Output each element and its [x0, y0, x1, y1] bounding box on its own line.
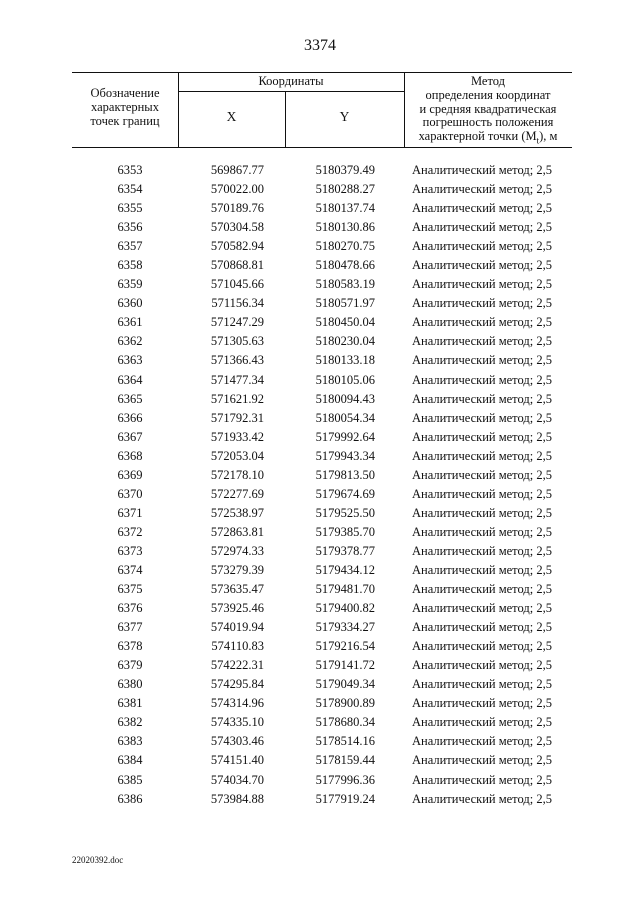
point-cell: 6359: [117, 277, 143, 292]
x-cell: 571933.42: [210, 429, 264, 444]
table-row: [72, 294, 572, 313]
x-cell: 572053.04: [210, 448, 264, 463]
point-cell: 6357: [117, 239, 143, 254]
y-cell: 5180105.06: [315, 372, 375, 387]
y-cell: 5179992.64: [315, 429, 375, 444]
y-cell: 5179434.12: [315, 562, 375, 577]
y-cell: 5180137.74: [315, 201, 375, 216]
point-cell: 6367: [117, 429, 143, 444]
x-cell: 574303.46: [210, 734, 264, 749]
method-header-line-1: Метод: [470, 74, 506, 88]
method-cell: Аналитический метод; 2,5: [412, 372, 552, 387]
x-cell: 570189.76: [210, 201, 264, 216]
table-row: [72, 675, 572, 694]
method-cell: Аналитический метод; 2,5: [412, 391, 552, 406]
x-cell: 574314.96: [210, 696, 264, 711]
table-row: [72, 656, 572, 675]
y-cell: 5180270.75: [315, 239, 375, 254]
point-cell: 6366: [117, 410, 143, 425]
method-cell: Аналитический метод; 2,5: [412, 601, 552, 616]
method-cell: Аналитический метод; 2,5: [412, 734, 552, 749]
point-cell: 6370: [117, 486, 143, 501]
table-row: [72, 542, 572, 561]
method-cell: Аналитический метод; 2,5: [412, 620, 552, 635]
y-cell: 5180288.27: [315, 182, 375, 197]
method-header-unit: ), м: [539, 129, 558, 144]
table-row: [72, 351, 572, 370]
table-row: [72, 237, 572, 256]
table-row: [72, 180, 572, 199]
y-cell: 5177919.24: [315, 791, 375, 806]
method-cell: Аналитический метод; 2,5: [412, 220, 552, 235]
x-cell: 573984.88: [210, 791, 264, 806]
method-cell: Аналитический метод; 2,5: [412, 486, 552, 501]
table-row: [72, 599, 572, 618]
x-column-header: X: [226, 109, 237, 124]
coords-group-rule: [178, 91, 404, 92]
table-row: [72, 199, 572, 218]
method-cell: Аналитический метод; 2,5: [412, 239, 552, 254]
y-cell: 5178514.16: [315, 734, 375, 749]
x-cell: 571156.34: [211, 296, 264, 311]
table-row: [72, 390, 572, 409]
table-row: [72, 618, 572, 637]
coords-group-header: Координаты: [258, 74, 324, 88]
x-cell: 572277.69: [210, 486, 264, 501]
table-row: [72, 713, 572, 732]
table-row: [72, 218, 572, 237]
method-cell: Аналитический метод; 2,5: [412, 467, 552, 482]
y-cell: 5179943.34: [315, 448, 375, 463]
point-cell: 6380: [117, 677, 143, 692]
point-cell: 6369: [117, 467, 143, 482]
point-cell: 6355: [117, 201, 143, 216]
point-cell: 6368: [117, 448, 143, 463]
y-cell: 5180230.04: [315, 334, 375, 349]
table-row: [72, 771, 572, 790]
table-row: [72, 409, 572, 428]
y-cell: 5179813.50: [315, 467, 375, 482]
method-cell: Аналитический метод; 2,5: [412, 696, 552, 711]
method-header-text: характерной точки (M: [418, 129, 537, 144]
x-cell: 571045.66: [210, 277, 264, 292]
x-cell: 573925.46: [210, 601, 264, 616]
footer-filename: 22020392.doc: [72, 855, 124, 865]
point-cell: 6358: [117, 258, 143, 273]
x-cell: 574019.94: [210, 620, 264, 635]
method-cell: Аналитический метод; 2,5: [412, 791, 552, 806]
method-cell: Аналитический метод; 2,5: [412, 182, 552, 197]
point-header-line-2: характерных: [91, 99, 159, 114]
method-cell: Аналитический метод; 2,5: [412, 448, 552, 463]
x-cell: 574222.31: [210, 658, 264, 673]
x-cell: 574151.40: [210, 753, 264, 768]
y-cell: 5179049.34: [315, 677, 375, 692]
method-cell: Аналитический метод; 2,5: [412, 524, 552, 539]
point-cell: 6385: [117, 772, 143, 787]
method-header-line-3: и средняя квадратическая: [419, 101, 557, 116]
table-row: [72, 332, 572, 351]
x-cell: 571621.92: [210, 391, 264, 406]
method-cell: Аналитический метод; 2,5: [412, 201, 552, 216]
x-cell: 571305.63: [210, 334, 264, 349]
method-cell: Аналитический метод; 2,5: [412, 296, 552, 311]
table-row: [72, 694, 572, 713]
y-cell: 5180054.34: [315, 410, 375, 425]
y-cell: 5179674.69: [315, 486, 375, 501]
point-cell: 6372: [117, 524, 143, 539]
point-cell: 6354: [117, 182, 143, 197]
y-cell: 5180133.18: [315, 353, 375, 368]
x-cell: 569867.77: [210, 163, 264, 177]
x-cell: 573635.47: [210, 582, 264, 597]
method-cell: Аналитический метод; 2,5: [412, 353, 552, 368]
point-cell: 6376: [117, 601, 143, 616]
method-cell: Аналитический метод; 2,5: [412, 258, 552, 273]
method-cell: Аналитический метод; 2,5: [412, 562, 552, 577]
y-cell: 5180130.86: [315, 220, 375, 235]
point-cell: 6353: [117, 163, 143, 177]
table-header: [72, 72, 572, 147]
x-cell: 571792.31: [210, 410, 264, 425]
point-cell: 6371: [117, 505, 143, 520]
x-cell: 574110.83: [211, 639, 264, 654]
x-cell: 570304.58: [210, 220, 264, 235]
method-cell: Аналитический метод; 2,5: [412, 677, 552, 692]
method-header-line-5: [404, 130, 572, 148]
x-cell: 570582.94: [210, 239, 264, 254]
point-cell: 6375: [117, 582, 143, 597]
x-cell: 572863.81: [210, 524, 264, 539]
x-cell: 574295.84: [210, 677, 264, 692]
y-column-header: Y: [339, 109, 350, 124]
x-cell: 571247.29: [210, 315, 264, 330]
y-cell: 5180583.19: [315, 277, 375, 292]
table-row: [72, 580, 572, 599]
point-cell: 6377: [117, 620, 143, 635]
x-cell: 571477.34: [210, 372, 264, 387]
table-row: [72, 256, 572, 275]
point-header-line-1: Обозначение: [90, 86, 160, 100]
header-top-rule: [72, 72, 572, 73]
point-cell: 6381: [117, 696, 143, 711]
point-cell: 6386: [117, 791, 143, 806]
point-header-line-3: точек границ: [90, 113, 160, 128]
y-cell: 5179525.50: [315, 505, 375, 520]
x-cell: 570868.81: [210, 258, 264, 273]
point-column-header: [72, 87, 178, 128]
table-row: [72, 161, 572, 180]
page-number: 3374: [304, 37, 336, 54]
method-header-subscript: t: [536, 135, 540, 146]
method-column-header: [404, 75, 572, 148]
table-row: [72, 637, 572, 656]
method-cell: Аналитический метод; 2,5: [412, 334, 552, 349]
y-cell: 5180094.43: [315, 391, 375, 406]
point-cell: 6360: [117, 296, 143, 311]
y-cell: 5178159.44: [315, 753, 375, 768]
point-cell: 6384: [117, 753, 143, 768]
y-cell: 5179216.54: [315, 639, 375, 654]
y-cell: 5179378.77: [315, 543, 375, 558]
method-cell: Аналитический метод; 2,5: [412, 658, 552, 673]
table-row: [72, 751, 572, 770]
y-cell: 5179141.72: [315, 658, 375, 673]
point-cell: 6362: [117, 334, 143, 349]
table-row: [72, 561, 572, 580]
y-cell: 5179385.70: [315, 524, 375, 539]
method-header-line-2: определения координат: [425, 87, 551, 102]
x-cell: 572178.10: [210, 467, 264, 482]
y-cell: 5180450.04: [315, 315, 375, 330]
table-row: [72, 275, 572, 294]
y-cell: 5179334.27: [315, 620, 375, 635]
table-row: [72, 523, 572, 542]
x-cell: 570022.00: [210, 182, 264, 197]
table-row: [72, 447, 572, 466]
point-cell: 6363: [117, 353, 143, 368]
method-cell: Аналитический метод; 2,5: [412, 505, 552, 520]
table-row: [72, 371, 572, 390]
method-cell: Аналитический метод; 2,5: [412, 163, 552, 177]
point-cell: 6356: [117, 220, 143, 235]
table-row: [72, 504, 572, 523]
table-row: [72, 732, 572, 751]
table-row: [72, 428, 572, 447]
method-cell: Аналитический метод; 2,5: [412, 753, 552, 768]
x-cell: 572538.97: [210, 505, 264, 520]
table-row: [72, 313, 572, 332]
x-cell: 574034.70: [210, 772, 264, 787]
y-cell: 5180571.97: [315, 296, 375, 311]
method-cell: Аналитический метод; 2,5: [412, 429, 552, 444]
method-cell: Аналитический метод; 2,5: [412, 277, 552, 292]
y-cell: 5178680.34: [315, 715, 375, 730]
x-cell: 573279.39: [210, 562, 264, 577]
y-cell: 5180379.49: [315, 163, 375, 177]
table-row: [72, 790, 572, 809]
x-cell: 574335.10: [210, 715, 264, 730]
method-cell: Аналитический метод; 2,5: [412, 315, 552, 330]
point-cell: 6361: [117, 315, 143, 330]
y-cell: 5179400.82: [315, 601, 375, 616]
y-cell: 5178900.89: [315, 696, 375, 711]
table-row: [72, 485, 572, 504]
point-cell: 6373: [117, 543, 143, 558]
coordinates-table-body: [72, 161, 572, 809]
method-cell: Аналитический метод; 2,5: [412, 410, 552, 425]
table-row: [72, 466, 572, 485]
method-cell: Аналитический метод; 2,5: [412, 772, 552, 787]
point-cell: 6374: [117, 562, 143, 577]
method-header-line-4: погрешность положения: [422, 115, 554, 130]
point-cell: 6379: [117, 658, 143, 673]
y-cell: 5177996.36: [315, 772, 375, 787]
method-cell: Аналитический метод; 2,5: [412, 715, 552, 730]
x-cell: 572974.33: [210, 543, 264, 558]
point-cell: 6383: [117, 734, 143, 749]
method-cell: Аналитический метод; 2,5: [412, 543, 552, 558]
point-cell: 6364: [117, 372, 143, 387]
y-cell: 5180478.66: [315, 258, 375, 273]
method-cell: Аналитический метод; 2,5: [412, 639, 552, 654]
point-cell: 6365: [117, 391, 143, 406]
y-cell: 5179481.70: [315, 582, 375, 597]
x-cell: 571366.43: [210, 353, 264, 368]
method-cell: Аналитический метод; 2,5: [412, 582, 552, 597]
point-cell: 6378: [117, 639, 143, 654]
point-cell: 6382: [117, 715, 143, 730]
